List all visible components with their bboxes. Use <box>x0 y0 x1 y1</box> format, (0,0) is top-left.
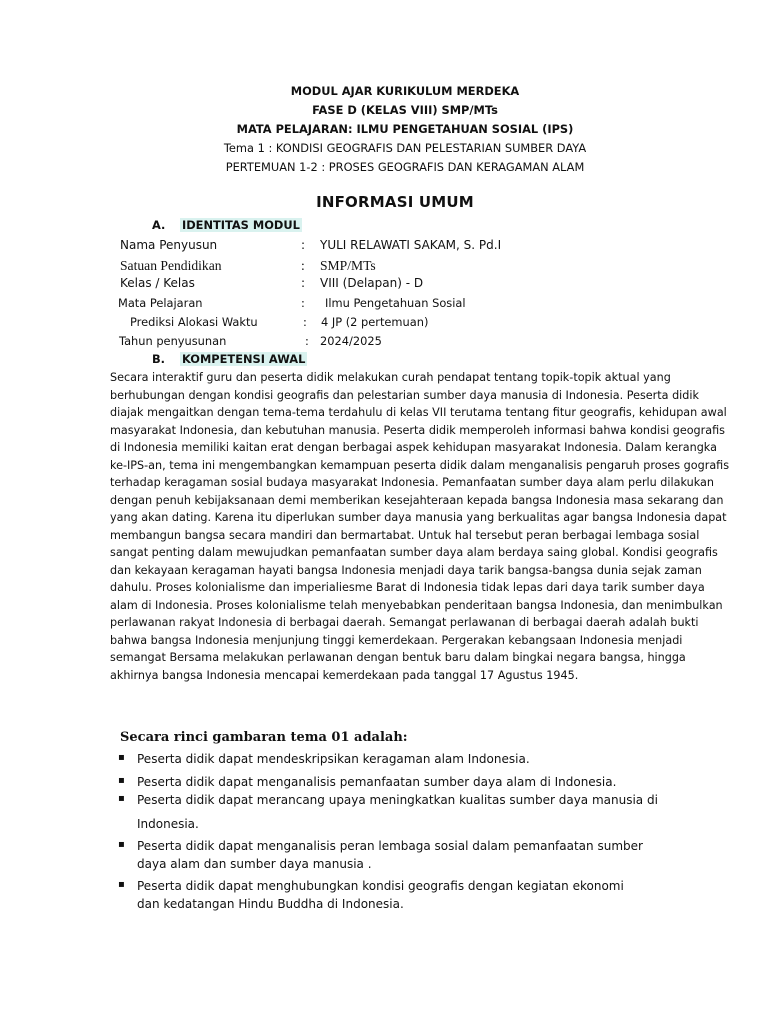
list-item-text: Peserta didik dapat menganalisis pemanfaatan sumber daya alam di Indonesia. <box>137 775 617 789</box>
section-b-letter: B. <box>152 352 166 366</box>
identity-value: SMP/MTs <box>320 258 376 273</box>
list-item-text: Peserta didik dapat menganalisis peran lembaga sosial dalam pemanfaatan sumber <box>137 839 643 853</box>
identity-value: YULI RELAWATI SAKAM, S. Pd.I <box>320 238 502 252</box>
main-heading: INFORMASI UMUM <box>316 193 474 211</box>
identity-row-author <box>120 238 217 252</box>
section-a-heading <box>152 218 302 232</box>
identity-colon: : <box>301 296 305 310</box>
identity-colon: : <box>305 334 309 348</box>
section-b-heading <box>152 352 307 366</box>
identity-label: Nama Penyusun <box>120 238 218 252</box>
list-item-text: Peserta didik dapat mendeskripsikan keragaman alam Indonesia. <box>137 752 530 766</box>
section-b-title: KOMPETENSI AWAL <box>181 352 306 366</box>
title-line-5: PERTEMUAN 1-2 : PROSES GEOGRAFIS DAN KERAGAMAN ALAM <box>225 160 585 174</box>
identity-row-school-label: Satuan Pendidikan <box>120 258 222 273</box>
bullet-icon: ▪ <box>118 775 125 786</box>
title-line-2: FASE D (KELAS VIII) SMP/MTs <box>312 103 498 117</box>
title-line-3: MATA PELAJARAN: ILMU PENGETAHUAN SOSIAL (IPS) <box>236 122 574 136</box>
identity-row-year-label: Tahun penyusunan <box>119 334 227 348</box>
identity-value: Ilmu Pengetahuan Sosial <box>325 296 466 310</box>
title-line-4: Tema 1 : KONDISI GEOGRAFIS DAN PELESTARIAN SUMBER DAYA <box>223 141 587 155</box>
document-title-block <box>0 82 768 177</box>
competency-paragraph: Secara interaktif guru dan peserta didik melakukan curah pendapat tentang topik-topik aktual yang berhubungan dengan kondisi geografis dan pelestarian sumber daya manusia di Indonesia. Peserta didik diajak mengaitkan dengan tema-tema terdahulu di kelas VII terutama tentang fitur geografis, kehidupan awal masyarakat Indonesia, dan kebutuhan manusia. Peserta didik memperoleh informasi bahwa kondisi geografis di Indonesia memiliki kaitan erat dengan berbagai aspek kehidupan masyarakat Indonesia. Dalam kerangka ke-IPS-an, tema ini mengembangkan kemampuan peserta didik dalam menganalisis pengaruh proses gografis terhadap keragaman sosial budaya masyarakat Indonesia. Pemanfaatan sumber daya alam perlu dilakukan dengan penuh kebijaksanaan demi memberikan kesejahteraan kepada bangsa Indonesia masa sekarang dan yang akan dating. Karena itu diperlukan sumber daya manusia yang berkualitas agar bangsa Indonesia dapat membangun bangsa secara mandiri dan bermartabat. Untuk hal tersebut peran berbagai lembaga sosial sangat penting dalam mewujudkan pemanfaatan sumber daya alam berdaya saing global. Kondisi geografis dan kekayaan keragaman hayati bangsa Indonesia menjadi daya tarik bangsa-bangsa dunia sejak zaman dahulu. Proses kolonialisme dan imperialiesme Barat di Indonesia tidak lepas dari daya tarik sumber daya alam di Indonesia. Proses kolonialisme telah menyebabkan penderitaan bangsa Indonesia, dan menimbulkan perlawanan rakyat Indonesia di berbagai daerah. Semangat perlawanan di berbagai daerah adalah bukti bahwa bangsa Indonesia menjunjung tinggi kemerdekaan. Pergerakan kebangsaan Indonesia menjadi semangat Bersama melakukan perlawanan dengan bentuk baru dalam bingkai negara bangsa, hingga akhirnya bangsa Indonesia mencapai kemerdekaan pada tanggal 17 Agustus 1945. <box>110 371 730 682</box>
list-item-text-continued: Indonesia. <box>137 817 199 831</box>
section-a-letter: A. <box>152 218 166 232</box>
identity-row-class-label: Kelas / Kelas <box>120 276 195 290</box>
bullet-icon: ▪ <box>118 793 125 804</box>
identity-value: 2024/2025 <box>320 334 382 348</box>
identity-row-time-label: Prediksi Alokasi Waktu <box>130 315 258 329</box>
bullet-icon: ▪ <box>118 839 125 850</box>
bullet-icon: ▪ <box>118 752 125 763</box>
list-item-text-continued: daya alam dan sumber daya manusia . <box>137 857 372 871</box>
identity-colon: : <box>303 315 307 329</box>
identity-value: VIII (Delapan) - D <box>320 276 424 290</box>
identity-colon: : <box>301 276 306 290</box>
identity-value: 4 JP (2 pertemuan) <box>321 315 429 329</box>
list-item-text-continued: dan kedatangan Hindu Buddha di Indonesia. <box>137 897 404 911</box>
details-subheading: Secara rinci gambaran tema 01 adalah: <box>120 730 408 745</box>
identity-colon: : <box>301 258 305 273</box>
identity-row-subject-label: Mata Pelajaran <box>118 296 203 310</box>
section-a-title: IDENTITAS MODUL <box>181 218 300 232</box>
list-item-text: Peserta didik dapat merancang upaya meningkatkan kualitas sumber daya manusia di <box>137 793 658 807</box>
list-item-text: Peserta didik dapat menghubungkan kondisi geografis dengan kegiatan ekonomi <box>137 879 624 893</box>
identity-colon: : <box>301 238 306 252</box>
title-line-1: MODUL AJAR KURIKULUM MERDEKA <box>290 84 520 98</box>
bullet-icon: ▪ <box>118 879 125 890</box>
